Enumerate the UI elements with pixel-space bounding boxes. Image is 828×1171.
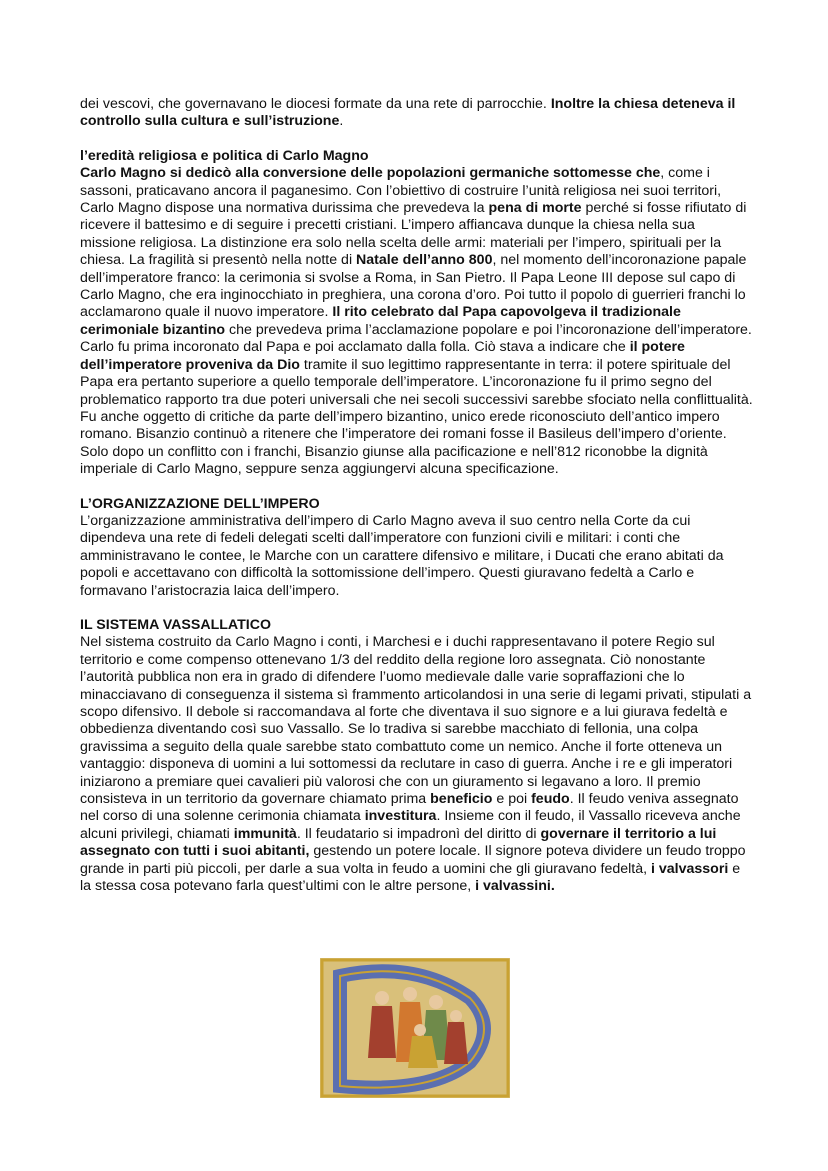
figure-head <box>403 987 417 1001</box>
figure-head <box>414 1024 426 1036</box>
text-run: , come i sassoni, praticavano ancora il paganesimo. Con l’obiettivo di costruire l’unità religiosa nei suoi territori, Carlo Magno dispose una normativa durissima che prevedeva la <box>80 165 722 217</box>
bold-run: governare il territorio a lui assegnato con tutti i suoi abitanti, <box>80 825 717 860</box>
text-run: . Il feudo veniva assegnato nel corso di una solenne cerimonia chiamata <box>80 791 739 825</box>
section-paragraph-eredita <box>80 165 754 478</box>
text-run: tramite il suo legittimo rappresentante in terra: il potere spirituale del Papa era pertanto superiore a quello temporale dell’imperatore. L’incoronazione fu il primo segno del problematico rapporto tra due poteri universali che nei secoli successivi sarebbe sfociato nella conflittualità. Fu anche oggetto di critiche da parte dell’impero bizantino, unico erede riconosciuto dell’antico impero romano. Bisanzio continuò a ritenere che l’imperatore dei romani fosse il Basileus dell’impero d’oriente. Solo dopo un conflitto con i franchi, Bisanzio giunse alla pacificazione e nell’812 riconobbe la dignità imperiale di Carlo Magno, seppure senza aggiungervi alcuna specificazione. <box>80 356 753 478</box>
section-heading-vassallatico: IL SISTEMA VASSALLATICO <box>80 616 272 633</box>
text-run: Nel sistema costruito da Carlo Magno i conti, i Marchesi e i duchi rappresentavano il potere Regio sul territorio e come compenso ottenevano 1/3 del reddito della regione loro assegnata. Ciò nonostante l’autorità pubblica non era in grado di difendere l’uomo medievale dalle varie sopraffazioni che lo minacciavano di conseguenza il sistema sì frammento articolandosi in una serie di legami privati, stipulati a scopo difensivo. Il debole si raccomandava al forte che diventava il suo signore e a lui giurava fedeltà e obbedienza diventando così suo Vassallo. Se lo tradiva si sarebbe macchiato di fellonia, una colpa gravissima a seguito della quale sarebbe stato combattuto come un nemico. Anche il forte otteneva un vantaggio: disponeva di uomini a lui sottomessi da reclutare in caso di guerra. Anche i re e gli imperatori iniziarono a premiare quei cavalieri più valorosi che con un giuramento si legavano a loro. Il premio consisteva in un territorio da governare chiamato prima <box>80 634 752 808</box>
text-run: . Insieme con il feudo, il Vassallo riceveva anche alcuni privilegi, chiamati <box>80 808 741 842</box>
text-run: dei vescovi, che governavano le diocesi formate da una rete di parrocchie. <box>80 96 551 112</box>
bold-run: Inoltre la chiesa deteneva il controllo sulla cultura e sull’istruzione <box>80 96 736 130</box>
text-run: e poi <box>492 791 532 808</box>
text-run: che prevedeva prima l’acclamazione popolare e poi l’incoronazione dell’imperatore. Carlo fu prima incoronato dal Papa e poi acclamato dalla folla. Ciò stava a indicare che <box>80 321 752 356</box>
bold-run: pena di morte <box>488 200 582 217</box>
bold-run: feudo <box>531 791 570 808</box>
bold-run: i valvassini. <box>475 878 555 895</box>
section-heading-organizzazione: L’ORGANIZZAZIONE DELL’IMPERO <box>80 495 320 512</box>
bold-run: Il rito celebrato dal Papa capovolgeva il tradizionale cerimoniale bizantino <box>80 304 681 338</box>
bold-run: Carlo Magno si dedicò alla conversione delle popolazioni germaniche sottomesse che <box>80 165 661 182</box>
bold-run: beneficio <box>430 791 493 808</box>
text-run: gestendo un potere locale. Il signore poteva dividere un feudo troppo grande in parti più piccoli, per darle a sua volta in feudo a uomini che gli giuravano fedeltà, <box>80 843 746 877</box>
text-run: . Il feudatario si impadronì del diritto di <box>296 825 541 842</box>
text-run: perché si fosse rifiutato di ricevere il battesimo e di seguire i precetti cristiani. L’impero affiancava dunque la chiesa nella sua missione religiosa. La distinzione era solo nella scelta delle armi: materiali per l’impero, spirituali per la chiesa. La fragilità si presentò nella notte di <box>80 200 747 269</box>
text-run: . <box>339 113 344 130</box>
bold-run: il potere dell’imperatore proveniva da Dio <box>80 339 685 373</box>
medieval-illumination-image <box>320 958 510 1098</box>
text-run: , nel momento dell’incoronazione papale dell’imperatore franco: la cerimonia si svolse a Roma, in San Pietro. Il Papa Leone III depose sul capo di Carlo Magno, che era inginocchiato in preghiera, una corona d’oro. Poi tutto il popolo di guerrieri franchi lo acclamarono quale il nuovo imperatore. <box>80 252 747 321</box>
bold-run: immunità <box>233 825 297 842</box>
section-paragraph-vassallatico <box>80 634 754 895</box>
bold-run: i valvassori <box>651 860 729 877</box>
section-paragraph-organizzazione: L’organizzazione amministrativa dell’impero di Carlo Magno aveva il suo centro nella Corte da cui dipendeva una rete di fedeli delegati scelti dall’imperatore con funzioni civili e militari: i conti che amministravano le contee, le Marche con un carattere difensivo e militare, i Ducati che erano abitati da popoli e accettavano con difficoltà la sottomissione dell’impero. Questi giuravano fedeltà a Carlo e formavano l’aristocrazia laica dell’impero. <box>80 512 724 599</box>
text-run: e la stessa cosa potevano farla quest’ultimi con le altre persone, <box>80 860 741 895</box>
bold-run: Natale dell’anno 800 <box>356 252 493 269</box>
figure-robe <box>368 1006 396 1058</box>
figure-head <box>450 1010 462 1022</box>
section-heading-eredita: l’eredità religiosa e politica di Carlo Magno <box>80 147 369 164</box>
intro-paragraph <box>80 96 754 131</box>
figure-head <box>429 995 443 1009</box>
figure-head <box>375 991 389 1005</box>
bold-run: investitura <box>364 808 437 825</box>
figure-robe <box>444 1022 468 1064</box>
